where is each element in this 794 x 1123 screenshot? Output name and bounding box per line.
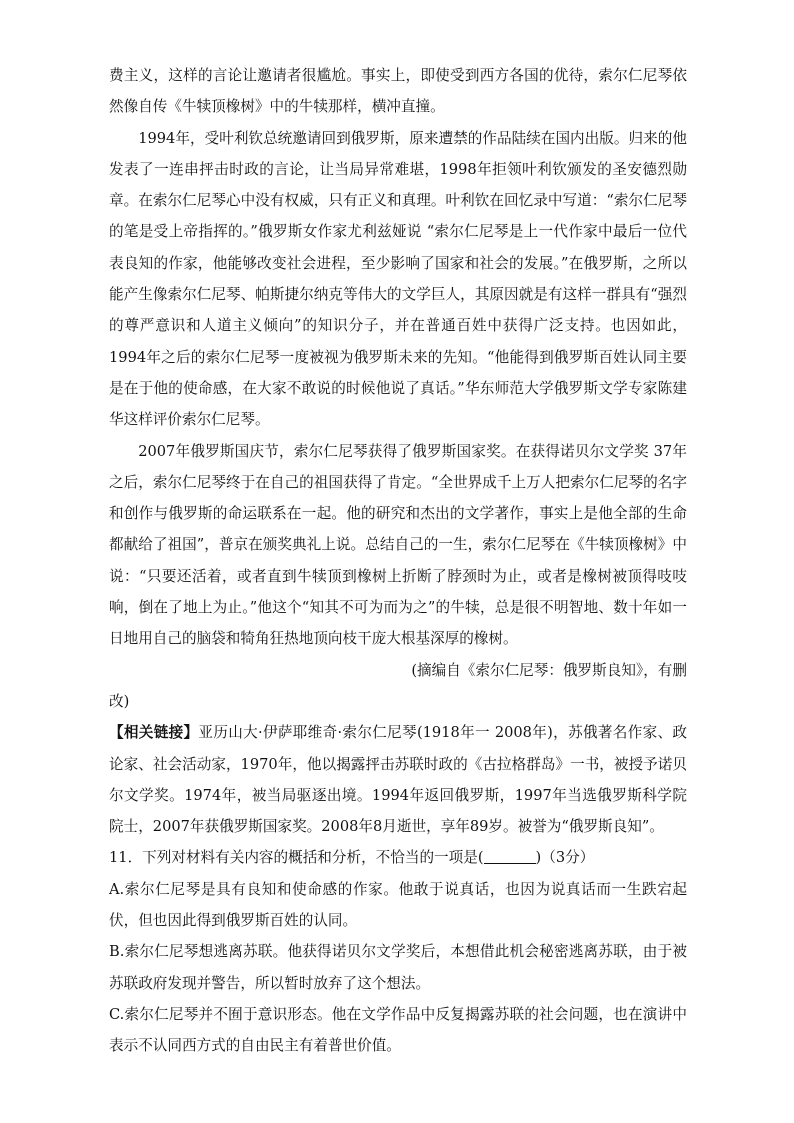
option-c: C.索尔仁尼琴并不囿于意识形态。他在文学作品中反复揭露苏联的社会问题，也在演讲中表示不认同西方式的自由民主有着普世价值。	[109, 1005, 687, 1055]
paragraph-1994: 1994年，受叶利钦总统邀请回到俄罗斯，原来遭禁的作品陆续在国内出版。归来的他发表了一连串抨击时政的言论，让当局异常难堪，1998年拒领叶利钦颁发的圣安德烈勋章。在索尔仁尼琴心中没有权威，只有正义和真理。叶利钦在回忆录中写道：“索尔仁尼琴的笔是受上帝指挥的。”俄罗斯女作家尤利兹娅说 “索尔仁尼琴是上一代作家中最后一位代表良知的作家，他能够改变社会进程，至少影响了国家和社会的发展。”在俄罗斯，之所以能产生像索尔仁尼琴、帕斯捷尔纳克等伟大的文学巨人，其原因就是有这样一群具有“强烈的尊严意识和人道主义倾向”的知识分子，并在普通百姓中获得广泛支持。也因如此，1994年之后的索尔仁尼琴一度被视为俄罗斯未来的先知。“他能得到俄罗斯百姓认同主要是在于他的使命感，在大家不敢说的时候他说了真话。”华东师范大学俄罗斯文学专家陈建华这样评价索尔仁尼琴。	[109, 129, 687, 429]
source-citation: (摘编自《索尔仁尼琴：俄罗斯良知》，有删	[411, 661, 687, 679]
paragraph-2007: 2007年俄罗斯国庆节，索尔仁尼琴获得了俄罗斯国家奖。在获得诺贝尔文学奖 37年之后，索尔仁尼琴终于在自己的祖国获得了肯定。“全世界成千上万人把索尔仁尼琴的名字和创作与俄罗斯的命运联系在一起。他的研究和杰出的文学著作，事实上是他全部的生命都献给了祖国”，普京在颁奖典礼上说。总结自己的一生，索尔仁尼琴在《牛犊顶橡树》中说：“只要还活着，或者直到牛犊顶到橡树上折断了脖颈时为止，或者是橡树被顶得吱吱响，倒在了地上为止。”他这个“知其不可为而为之”的牛犊，总是很不明智地、数十年如一日地用自己的脑袋和犄角狂热地顶向枝干庞大根基深厚的橡树。	[109, 442, 687, 648]
source-citation-end: 改)	[109, 692, 130, 710]
document-page	[109, 60, 687, 1062]
related-link-text: 亚历山大·伊萨耶维奇·索尔仁尼琴(1918年一 2008年)，苏俄著名作家、政论家、社会活动家，1970年，他以揭露抨击苏联时政的《古拉格群岛》一书，被授予诺贝尔文学奖。1974年，被当局驱逐出境。1994年返回俄罗斯，1997年当选俄罗斯科学院院士，2007年获俄罗斯国家奖。2008年8月逝世，享年89岁。被誉为“俄罗斯良知”。	[109, 724, 687, 836]
question-stem-after: )（3分）	[535, 849, 595, 867]
question-stem-before: 11．下列对材料有关内容的概括和分析，不恰当的一项是(	[109, 849, 484, 867]
related-link	[109, 717, 687, 842]
option-b: B.索尔仁尼琴想逃离苏联。他获得诺贝尔文学奖后，本想借此机会秘密逃离苏联，由于被苏联政府发现并警告，所以暂时放弃了这个想法。	[109, 943, 687, 992]
question-11-stem	[109, 842, 687, 873]
paragraph-continued: 费主义，这样的言论让邀请者很尴尬。事实上，即使受到西方各国的优待，索尔仁尼琴依然像自传《牛犊顶橡树》中的牛犊那样，横冲直撞。	[109, 67, 687, 116]
related-link-label: 【相关链接】	[109, 724, 199, 742]
option-a: A.索尔仁尼琴是具有良知和使命感的作家。他敢于说真话，也因为说真话而一生跌宕起伏，但也因此得到俄罗斯百姓的认同。	[109, 880, 687, 930]
answer-blank	[484, 849, 536, 864]
